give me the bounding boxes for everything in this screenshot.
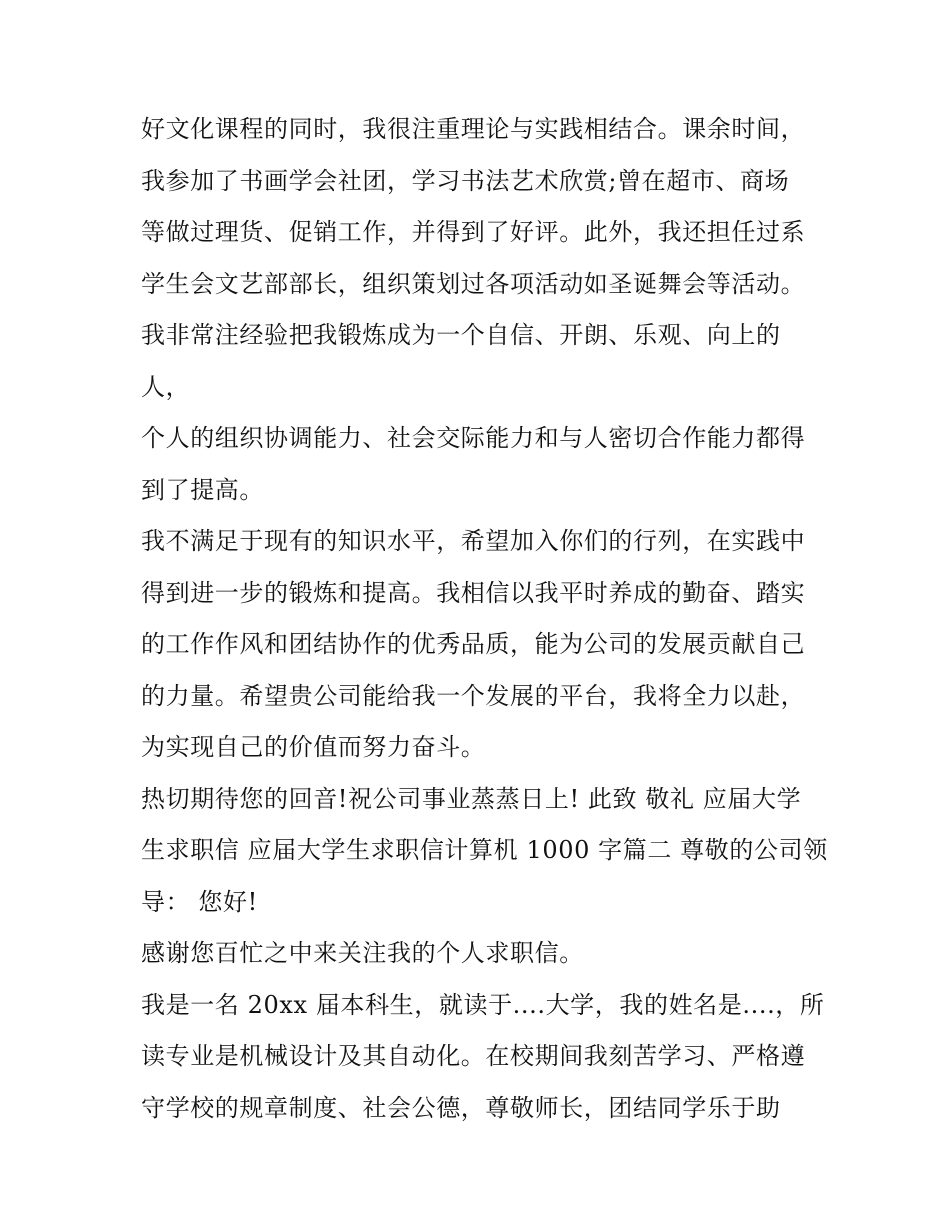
text-line: 守学校的规章制度、社会公德，尊敬师长，团结同学乐于助 [141,1093,781,1122]
text-line: 热切期待您的回音!祝公司事业蒸蒸日上! 此致 敬礼 应届大学 [141,784,802,813]
text-line: 的工作作风和团结协作的优秀品质，能为公司的发展贡献自己 [141,630,806,658]
text-line: 我不满足于现有的知识水平，希望加入你们的行列，在实践中 [141,527,806,555]
text-line: 学生会文艺部部长，组织策划过各项活动如圣诞舞会等活动。 [141,269,806,298]
text-line: 人， [141,372,191,401]
text-line: 个人的组织协调能力、社会交际能力和与人密切合作能力都得 [141,424,806,452]
text-line: 生求职信 应届大学生求职信计算机 1000 字篇二 尊敬的公司领 [141,836,828,864]
text-line: 我参加了书画学会社团，学习书法艺术欣赏;曾在超市、商场 [141,166,790,195]
text-line: 的力量。希望贵公司能给我一个发展的平台，我将全力以赴， [141,681,806,710]
document-body [141,104,828,1134]
text-line: 我非常注经验把我锻炼成为一个自信、开朗、乐观、向上的 [141,321,781,349]
text-line: 等做过理货、促销工作，并得到了好评。此外，我还担任过系 [141,218,806,246]
text-line: 好文化课程的同时，我很注重理论与实践相结合。课余时间， [141,115,806,143]
text-line: 为实现自己的价值而努力奋斗。 [141,733,486,761]
text-line: 感谢您百忙之中来关注我的个人求职信。 [141,939,584,967]
text-line: 导： 您好! [141,887,258,916]
text-line: 读专业是机械设计及其自动化。在校期间我刻苦学习、严格遵 [141,1042,806,1070]
text-line: 得到进一步的锻炼和提高。我相信以我平时养成的勤奋、踏实 [141,578,806,607]
text-line: 我是一名 20xx 届本科生，就读于....大学，我的姓名是....，所 [141,990,825,1019]
text-line: 到了提高。 [141,475,264,504]
